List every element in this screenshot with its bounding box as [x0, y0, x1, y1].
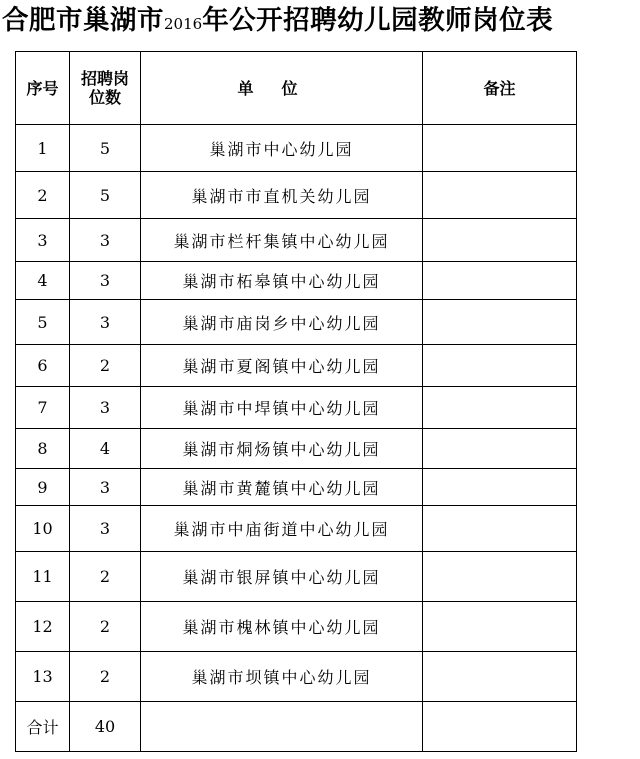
row-count: 3 [70, 300, 141, 345]
header-count-line2: 位数 [88, 88, 121, 107]
row-note [423, 219, 577, 262]
row-note [423, 345, 577, 387]
row-unit: 巢湖市中庙街道中心幼儿园 [141, 506, 423, 552]
row-note [423, 602, 577, 652]
table-row [16, 125, 577, 172]
total-note-cell [423, 702, 577, 752]
row-unit: 巢湖市栏杆集镇中心幼儿园 [141, 219, 423, 262]
total-value: 40 [70, 702, 141, 752]
table-row [16, 652, 577, 702]
table-row [16, 300, 577, 345]
table-row [16, 469, 577, 506]
row-unit: 巢湖市坝镇中心幼儿园 [141, 652, 423, 702]
row-no: 8 [16, 429, 70, 469]
table-row [16, 429, 577, 469]
row-note [423, 300, 577, 345]
total-unit-cell [141, 702, 423, 752]
row-no: 2 [16, 172, 70, 219]
row-count: 2 [70, 345, 141, 387]
row-no: 13 [16, 652, 70, 702]
row-count: 2 [70, 552, 141, 602]
row-count: 4 [70, 429, 141, 469]
row-no: 10 [16, 506, 70, 552]
row-note [423, 172, 577, 219]
row-note [423, 652, 577, 702]
row-unit: 巢湖市烔炀镇中心幼儿园 [141, 429, 423, 469]
row-count: 2 [70, 652, 141, 702]
row-note [423, 552, 577, 602]
row-unit: 巢湖市中垾镇中心幼儿园 [141, 387, 423, 429]
row-note [423, 506, 577, 552]
table-row [16, 506, 577, 552]
row-count: 3 [70, 387, 141, 429]
table-row [16, 552, 577, 602]
row-no: 1 [16, 125, 70, 172]
table-body [16, 125, 577, 702]
row-unit: 巢湖市中心幼儿园 [141, 125, 423, 172]
table-row [16, 219, 577, 262]
header-count-line1: 招聘岗 [80, 69, 129, 88]
row-unit: 巢湖市槐林镇中心幼儿园 [141, 602, 423, 652]
row-note [423, 429, 577, 469]
header-row [16, 52, 577, 125]
row-count: 5 [70, 172, 141, 219]
header-count [70, 52, 141, 125]
total-row [16, 702, 577, 752]
row-count: 3 [70, 506, 141, 552]
row-no: 9 [16, 469, 70, 506]
total-label: 合计 [16, 702, 70, 752]
row-count: 5 [70, 125, 141, 172]
row-unit: 巢湖市银屏镇中心幼儿园 [141, 552, 423, 602]
header-note: 备注 [423, 52, 577, 125]
title-prefix: 合肥市巢湖市 [2, 5, 164, 36]
row-unit: 巢湖市黄麓镇中心幼儿园 [141, 469, 423, 506]
row-note [423, 125, 577, 172]
recruitment-table [15, 51, 577, 752]
header-no: 序号 [16, 52, 70, 125]
row-note [423, 262, 577, 300]
row-no: 12 [16, 602, 70, 652]
row-no: 3 [16, 219, 70, 262]
row-unit: 巢湖市庙岗乡中心幼儿园 [141, 300, 423, 345]
table-row [16, 172, 577, 219]
row-count: 3 [70, 219, 141, 262]
row-no: 4 [16, 262, 70, 300]
row-unit: 巢湖市夏阁镇中心幼儿园 [141, 345, 423, 387]
row-note [423, 387, 577, 429]
table-row [16, 262, 577, 300]
row-note [423, 469, 577, 506]
page-title [0, 2, 640, 40]
row-count: 3 [70, 262, 141, 300]
title-year: 2016 [164, 15, 203, 33]
row-unit: 巢湖市柘皋镇中心幼儿园 [141, 262, 423, 300]
title-suffix: 年公开招聘幼儿园教师岗位表 [202, 5, 554, 36]
table-row [16, 387, 577, 429]
table-row [16, 345, 577, 387]
row-count: 3 [70, 469, 141, 506]
row-no: 5 [16, 300, 70, 345]
row-no: 7 [16, 387, 70, 429]
row-no: 11 [16, 552, 70, 602]
header-unit: 单位 [141, 52, 423, 125]
row-count: 2 [70, 602, 141, 652]
row-no: 6 [16, 345, 70, 387]
table-row [16, 602, 577, 652]
row-unit: 巢湖市市直机关幼儿园 [141, 172, 423, 219]
